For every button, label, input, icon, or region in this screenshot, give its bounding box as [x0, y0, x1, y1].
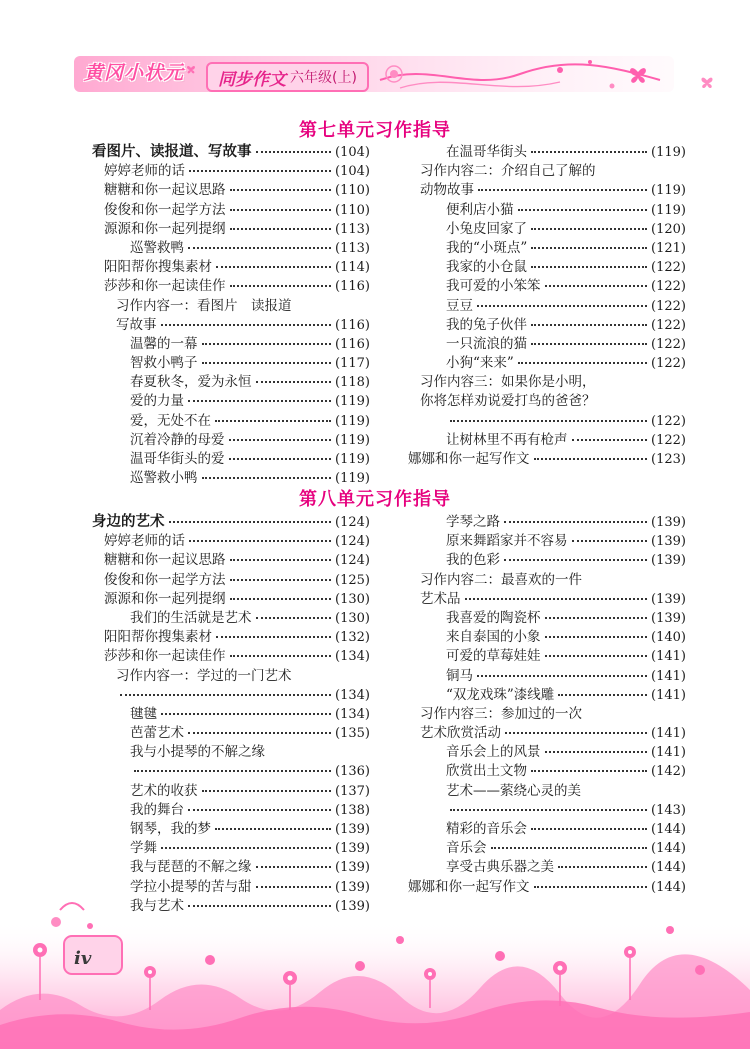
- toc-entry-page: (125): [335, 572, 370, 588]
- toc-entry-page: (122): [651, 260, 686, 276]
- dot-leader: [545, 636, 648, 638]
- dot-leader: [189, 170, 331, 172]
- dot-leader: [545, 655, 648, 657]
- dot-leader: [572, 540, 648, 542]
- series-badge: [206, 62, 369, 92]
- toc-entry-title: 小狗“来来”: [446, 355, 514, 372]
- dot-leader: [518, 362, 647, 364]
- dot-leader: [256, 617, 332, 619]
- dot-leader: [161, 713, 331, 715]
- toc-entry-page: (139): [335, 860, 370, 876]
- toc-entry-page: (134): [335, 687, 370, 703]
- toc-entry: [408, 820, 686, 839]
- toc-entry-page: (134): [335, 706, 370, 722]
- toc-entry: [92, 686, 370, 705]
- toc-entry-title: 习作内容三：如果你是小明，: [420, 374, 596, 391]
- dot-leader: [504, 521, 647, 523]
- toc-entry-page: (119): [335, 471, 370, 487]
- toc-entry-title: “双龙戏珠”漆线雕: [446, 686, 555, 703]
- toc-entry-title: 俊俊和你一起学方法: [104, 201, 226, 218]
- dot-leader: [229, 439, 332, 441]
- toc-entry-page: (104): [335, 145, 370, 160]
- toc-entry: [92, 450, 370, 469]
- toc-entry-title: 源源和你一起列提纲: [104, 590, 226, 607]
- toc-entry: [92, 373, 370, 392]
- toc-entry-page: (118): [335, 375, 370, 391]
- toc-entry-title: 习作内容一：学过的一门艺术: [116, 667, 292, 684]
- toc-entry-page: (122): [651, 279, 686, 295]
- toc-entry: [92, 762, 370, 781]
- toc-entry: [408, 782, 686, 801]
- toc-entry: [408, 239, 686, 258]
- toc-entry: [408, 609, 686, 628]
- toc-entry: [92, 258, 370, 277]
- toc-entry-page: (122): [651, 336, 686, 352]
- toc-entry: [92, 162, 370, 181]
- toc-entry-page: (113): [335, 240, 370, 256]
- dot-leader: [215, 420, 331, 422]
- toc-entry-title: 我与艺术: [130, 897, 184, 914]
- toc-entry: [92, 513, 370, 532]
- toc-entry-title: 习作内容一：看图片 读报道: [116, 297, 292, 314]
- toc-entry-page: (119): [335, 452, 370, 467]
- toc-entry: [92, 316, 370, 335]
- dot-leader: [531, 266, 647, 268]
- dot-leader: [230, 559, 332, 561]
- series-grade: 六年级(上): [290, 70, 357, 86]
- header-decoration: [0, 0, 750, 100]
- toc-entry-title: 来自泰国的小象: [446, 629, 541, 646]
- toc-entry-page: (144): [651, 879, 686, 895]
- toc-entry-page: (140): [651, 630, 686, 646]
- dot-leader: [202, 343, 332, 345]
- toc-entry-page: (136): [335, 764, 370, 780]
- unit-title: 第八单元习作指导: [299, 489, 451, 510]
- toc-entry: [92, 801, 370, 820]
- dot-leader: [230, 189, 332, 191]
- dot-leader: [256, 151, 332, 153]
- toc-entry-title: 娜娜和你一起写作文: [408, 878, 530, 895]
- dot-leader: [531, 343, 647, 345]
- toc-entry-page: (139): [335, 841, 370, 857]
- toc-entry-title: 身边的艺术: [92, 514, 165, 530]
- dot-leader: [531, 247, 647, 249]
- toc-entry-page: (139): [651, 534, 686, 550]
- dot-leader: [120, 694, 331, 696]
- toc-entry-page: (138): [335, 802, 370, 818]
- toc-entry-page: (130): [335, 591, 370, 607]
- toc-entry-title: 巡警救鸭: [130, 239, 184, 256]
- toc-entry: [92, 820, 370, 839]
- toc-entry-title: 芭蕾艺术: [130, 725, 184, 742]
- toc-entry-title: 原来舞蹈家并不容易: [446, 533, 568, 550]
- toc-entry-title: 习作内容三：参加过的一次: [420, 705, 582, 722]
- dot-leader: [478, 189, 647, 191]
- dot-leader: [229, 458, 332, 460]
- toc-entry-title: 欣赏出土文物: [446, 763, 527, 780]
- toc-entry: [408, 628, 686, 647]
- toc-entry-title: 春夏秋冬，爱为永恒: [130, 374, 252, 391]
- toc-entry-title: 沉着冷静的母爱: [130, 431, 225, 448]
- dot-leader: [188, 400, 331, 402]
- toc-entry-title: 俊俊和你一起学方法: [104, 571, 226, 588]
- dot-leader: [531, 770, 647, 772]
- toc-entry-title: 在温哥华街头: [446, 144, 527, 160]
- toc-entry-page: (116): [335, 317, 370, 333]
- toc-entry-title: 我们的生活就是艺术: [130, 609, 252, 626]
- toc-entry: [408, 801, 686, 820]
- toc-entry: [408, 762, 686, 781]
- toc-entry-page: (130): [335, 610, 370, 626]
- toc-entry-page: (124): [335, 515, 370, 530]
- toc-entry: [92, 551, 370, 570]
- toc-entry-page: (114): [335, 260, 370, 276]
- toc-entry: [408, 431, 686, 450]
- toc-entry-title: 音乐会上的风景: [446, 744, 541, 761]
- dot-leader: [518, 209, 648, 211]
- dot-leader: [545, 751, 648, 753]
- toc-entry-title: 我家的小仓鼠: [446, 259, 527, 276]
- toc-entry-page: (143): [651, 802, 686, 818]
- toc-entry-title: 学拉小提琴的苦与甜: [130, 878, 252, 895]
- dot-leader: [477, 675, 647, 677]
- dot-leader: [169, 521, 332, 523]
- toc-entry-title: 你将怎样劝说爱打鸟的爸爸？: [420, 393, 596, 410]
- toc-entry: [408, 450, 686, 469]
- toc-entry: [408, 412, 686, 431]
- toc-entry-page: (139): [651, 515, 686, 530]
- toc-entry: [92, 743, 370, 762]
- page-header: [0, 0, 750, 100]
- dot-leader: [215, 828, 331, 830]
- toc-entry-page: (139): [651, 553, 686, 569]
- toc-entry-page: (116): [335, 336, 370, 352]
- toc-entry: [92, 839, 370, 858]
- toc-entry-page: (122): [651, 432, 686, 448]
- toc-entry-page: (134): [335, 649, 370, 665]
- toc-entry-title: 阳阳帮你搜集素材: [104, 259, 212, 276]
- dot-leader: [161, 847, 331, 849]
- toc-entry-page: (120): [651, 221, 686, 237]
- dot-leader: [188, 809, 331, 811]
- dot-leader: [531, 828, 647, 830]
- toc-entry: [92, 431, 370, 450]
- toc-entry-page: (144): [651, 841, 686, 857]
- toc-entry: [408, 181, 686, 200]
- toc-entry-title: 爱，无处不在: [130, 412, 211, 429]
- toc-entry: [408, 277, 686, 296]
- toc-entry: [408, 647, 686, 666]
- toc-entry: [408, 143, 686, 162]
- toc-column-left: [92, 513, 370, 916]
- dot-leader: [450, 809, 647, 811]
- dot-leader: [134, 770, 331, 772]
- toc-entry-title: 铜马: [446, 667, 473, 684]
- dot-leader: [161, 324, 332, 326]
- toc-entry: [92, 590, 370, 609]
- toc-entry: [408, 162, 686, 181]
- toc-entry: [92, 297, 370, 316]
- dot-leader: [450, 420, 647, 422]
- toc-entry-page: (117): [335, 356, 370, 372]
- toc-entry: [92, 628, 370, 647]
- dot-leader: [230, 228, 332, 230]
- toc-entry-title: 糖糖和你一起议思路: [104, 182, 226, 199]
- toc-entry-title: 艺术欣赏活动: [420, 725, 501, 742]
- toc-entry-page: (141): [651, 726, 686, 742]
- toc-entry-page: (139): [335, 879, 370, 895]
- toc-entry: [92, 724, 370, 743]
- dot-leader: [477, 305, 647, 307]
- toc-entry: [92, 782, 370, 801]
- toc-entry: [408, 392, 686, 411]
- toc-entry: [408, 667, 686, 686]
- toc-entry: [92, 412, 370, 431]
- toc-entry-page: (110): [335, 183, 370, 199]
- toc-entry-page: (119): [335, 413, 370, 429]
- toc-entry-page: (137): [335, 783, 370, 799]
- toc-entry-title: 婷婷老师的话: [104, 163, 185, 180]
- dot-leader: [545, 617, 648, 619]
- toc-entry: [408, 839, 686, 858]
- toc-entry-title: 看图片、读报道、写故事: [92, 144, 252, 160]
- toc-entry-title: 智救小鸭子: [130, 355, 198, 372]
- toc-entry: [92, 609, 370, 628]
- toc-entry: [408, 743, 686, 762]
- series-title: 同步作文: [218, 69, 286, 90]
- toc-entry-title: 艺术——萦绕心灵的美: [446, 782, 581, 799]
- toc-entry-title: 音乐会: [446, 840, 487, 857]
- toc-entry-page: (104): [335, 164, 370, 180]
- toc-entry-page: (122): [651, 298, 686, 314]
- dot-leader: [189, 540, 331, 542]
- toc-entry: [408, 297, 686, 316]
- toc-entry-title: 源源和你一起列提纲: [104, 220, 226, 237]
- brand-logo: 黄冈小状元: [84, 62, 185, 84]
- dot-leader: [230, 209, 332, 211]
- toc-entry-title: 艺术品: [420, 590, 461, 607]
- dot-leader: [230, 598, 332, 600]
- toc-entry-page: (144): [651, 860, 686, 876]
- toc-entry: [92, 667, 370, 686]
- dot-leader: [491, 847, 648, 849]
- toc-entry-title: 婷婷老师的话: [104, 533, 185, 550]
- toc-entry-page: (132): [335, 630, 370, 646]
- dot-leader: [188, 732, 331, 734]
- toc-entry-title: 小兔皮回家了: [446, 220, 527, 237]
- toc-entry: [92, 277, 370, 296]
- toc-entry-title: 巡警救小鸭: [130, 470, 198, 487]
- toc-entry-page: (135): [335, 726, 370, 742]
- toc-entry: [408, 335, 686, 354]
- toc-entry-title: 精彩的音乐会: [446, 821, 527, 837]
- toc-entry-page: (121): [651, 240, 686, 256]
- toc-entry-title: 我喜爱的陶瓷杯: [446, 609, 541, 626]
- toc-entry-page: (122): [651, 356, 686, 372]
- toc-entry: [408, 551, 686, 570]
- dot-leader: [256, 381, 332, 383]
- toc-entry-page: (116): [335, 279, 370, 295]
- toc-entry: [92, 143, 370, 162]
- toc-entry-page: (139): [651, 591, 686, 607]
- toc-entry: [92, 181, 370, 200]
- dot-leader: [531, 228, 647, 230]
- toc-entry-title: 我可爱的小笨笨: [446, 278, 541, 295]
- toc-entry: [92, 532, 370, 551]
- toc-entry-title: 一只流浪的猫: [446, 335, 527, 352]
- toc-entry: [92, 354, 370, 373]
- toc-entry-page: (119): [651, 145, 686, 160]
- dot-leader: [256, 866, 332, 868]
- dot-leader: [216, 636, 331, 638]
- toc-entry-page: (124): [335, 553, 370, 569]
- page-footer: [0, 880, 750, 1049]
- toc-entry-title: 可爱的草莓娃娃: [446, 648, 541, 665]
- toc-entry: [92, 335, 370, 354]
- toc-entry-page: (119): [651, 202, 686, 218]
- dot-leader: [465, 598, 648, 600]
- toc-entry-title: 娜娜和你一起写作文: [408, 451, 530, 467]
- toc-entry-title: 便利店小猫: [446, 201, 514, 218]
- toc-entry: [408, 258, 686, 277]
- toc-entry-title: 莎莎和你一起读佳作: [104, 648, 226, 665]
- toc-entry-title: 让树林里不再有枪声: [446, 431, 568, 448]
- toc-entry-page: (141): [651, 668, 686, 684]
- dot-leader: [216, 266, 331, 268]
- toc-entry-title: 我与琵琶的不解之缘: [130, 859, 252, 876]
- dot-leader: [558, 694, 647, 696]
- dot-leader: [230, 655, 332, 657]
- toc-entry: [92, 858, 370, 877]
- toc-entry: [92, 239, 370, 258]
- toc-entry-title: 温馨的一幕: [130, 335, 198, 352]
- toc-column-right: [408, 143, 686, 469]
- dot-leader: [202, 790, 332, 792]
- toc-entry-page: (141): [651, 745, 686, 761]
- toc-column-left: [92, 143, 370, 488]
- dot-leader: [230, 285, 332, 287]
- dot-leader: [188, 247, 331, 249]
- dot-leader: [505, 732, 647, 734]
- page-number: iv: [74, 948, 92, 969]
- toc-entry: [408, 858, 686, 877]
- toc-entry-title: 我与小提琴的不解之缘: [130, 744, 265, 761]
- toc-entry-title: 动物故事: [420, 182, 474, 199]
- toc-entry: [408, 724, 686, 743]
- toc-entry: [408, 373, 686, 392]
- toc-entry-title: 习作内容二：最喜欢的一件: [420, 571, 582, 588]
- dot-leader: [504, 559, 647, 561]
- unit-title: 第七单元习作指导: [299, 120, 451, 141]
- dot-leader: [531, 324, 647, 326]
- toc-entry: [92, 705, 370, 724]
- toc-entry-page: (123): [651, 452, 686, 467]
- toc-entry-title: 享受古典乐器之美: [446, 859, 554, 876]
- toc-entry-title: 钢琴，我的梦: [130, 821, 211, 837]
- toc-entry-title: 温哥华街头的爱: [130, 451, 225, 467]
- toc-entry-page: (144): [651, 822, 686, 837]
- toc-entry-page: (122): [651, 413, 686, 429]
- toc-entry: [92, 201, 370, 220]
- toc-entry-title: 我的色彩: [446, 552, 500, 569]
- toc-entry: [408, 686, 686, 705]
- toc-entry: [408, 513, 686, 532]
- toc-entry-title: 艺术的收获: [130, 782, 198, 799]
- toc-entry-title: 莎莎和你一起读佳作: [104, 278, 226, 295]
- toc-entry-title: 我的“小斑点”: [446, 239, 528, 256]
- toc-entry-title: 糖糖和你一起议思路: [104, 552, 226, 569]
- toc-entry-page: (142): [651, 764, 686, 780]
- dot-leader: [534, 458, 648, 460]
- toc-column-right: [408, 513, 686, 897]
- toc-entry-title: 豆豆: [446, 297, 473, 314]
- toc-entry: [408, 705, 686, 724]
- dot-leader: [230, 579, 332, 581]
- toc-entry-page: (113): [335, 221, 370, 237]
- toc-entry: [408, 354, 686, 373]
- dot-leader: [531, 151, 647, 153]
- toc-entry-page: (139): [335, 822, 370, 837]
- toc-entry-page: (119): [335, 432, 370, 448]
- toc-entry-title: 爱的力量: [130, 393, 184, 410]
- toc-entry: [92, 220, 370, 239]
- flower-meadow-decoration: [0, 880, 750, 1049]
- dot-leader: [572, 439, 648, 441]
- toc-entry: [408, 316, 686, 335]
- toc-entry-title: 习作内容二：介绍自己了解的: [420, 163, 596, 180]
- toc-entry-page: (122): [651, 317, 686, 333]
- dot-leader: [202, 362, 332, 364]
- toc-entry: [408, 532, 686, 551]
- toc-entry-page: (124): [335, 534, 370, 550]
- toc-entry-page: (139): [335, 898, 370, 914]
- toc-entry: [92, 392, 370, 411]
- toc-entry-title: 写故事: [116, 316, 157, 333]
- toc-entry-title: 学琴之路: [446, 514, 500, 530]
- toc-entry-title: 我的舞台: [130, 801, 184, 818]
- toc-entry: [408, 571, 686, 590]
- toc-entry-page: (141): [651, 687, 686, 703]
- dot-leader: [202, 477, 332, 479]
- toc-entry: [408, 201, 686, 220]
- toc-entry-title: 学舞: [130, 840, 157, 857]
- toc-entry: [408, 590, 686, 609]
- toc-entry-title: 毽毽: [130, 705, 157, 722]
- toc-entry: [92, 571, 370, 590]
- dot-leader: [558, 866, 647, 868]
- toc-entry-title: 我的兔子伙伴: [446, 316, 527, 333]
- toc-entry: [408, 220, 686, 239]
- toc-entry-title: 阳阳帮你搜集素材: [104, 629, 212, 646]
- toc-entry-page: (139): [651, 610, 686, 626]
- toc-entry: [92, 647, 370, 666]
- dot-leader: [545, 285, 648, 287]
- toc-entry-page: (141): [651, 649, 686, 665]
- toc-entry-page: (119): [651, 183, 686, 199]
- toc-entry-page: (119): [335, 394, 370, 410]
- toc-entry-page: (110): [335, 202, 370, 218]
